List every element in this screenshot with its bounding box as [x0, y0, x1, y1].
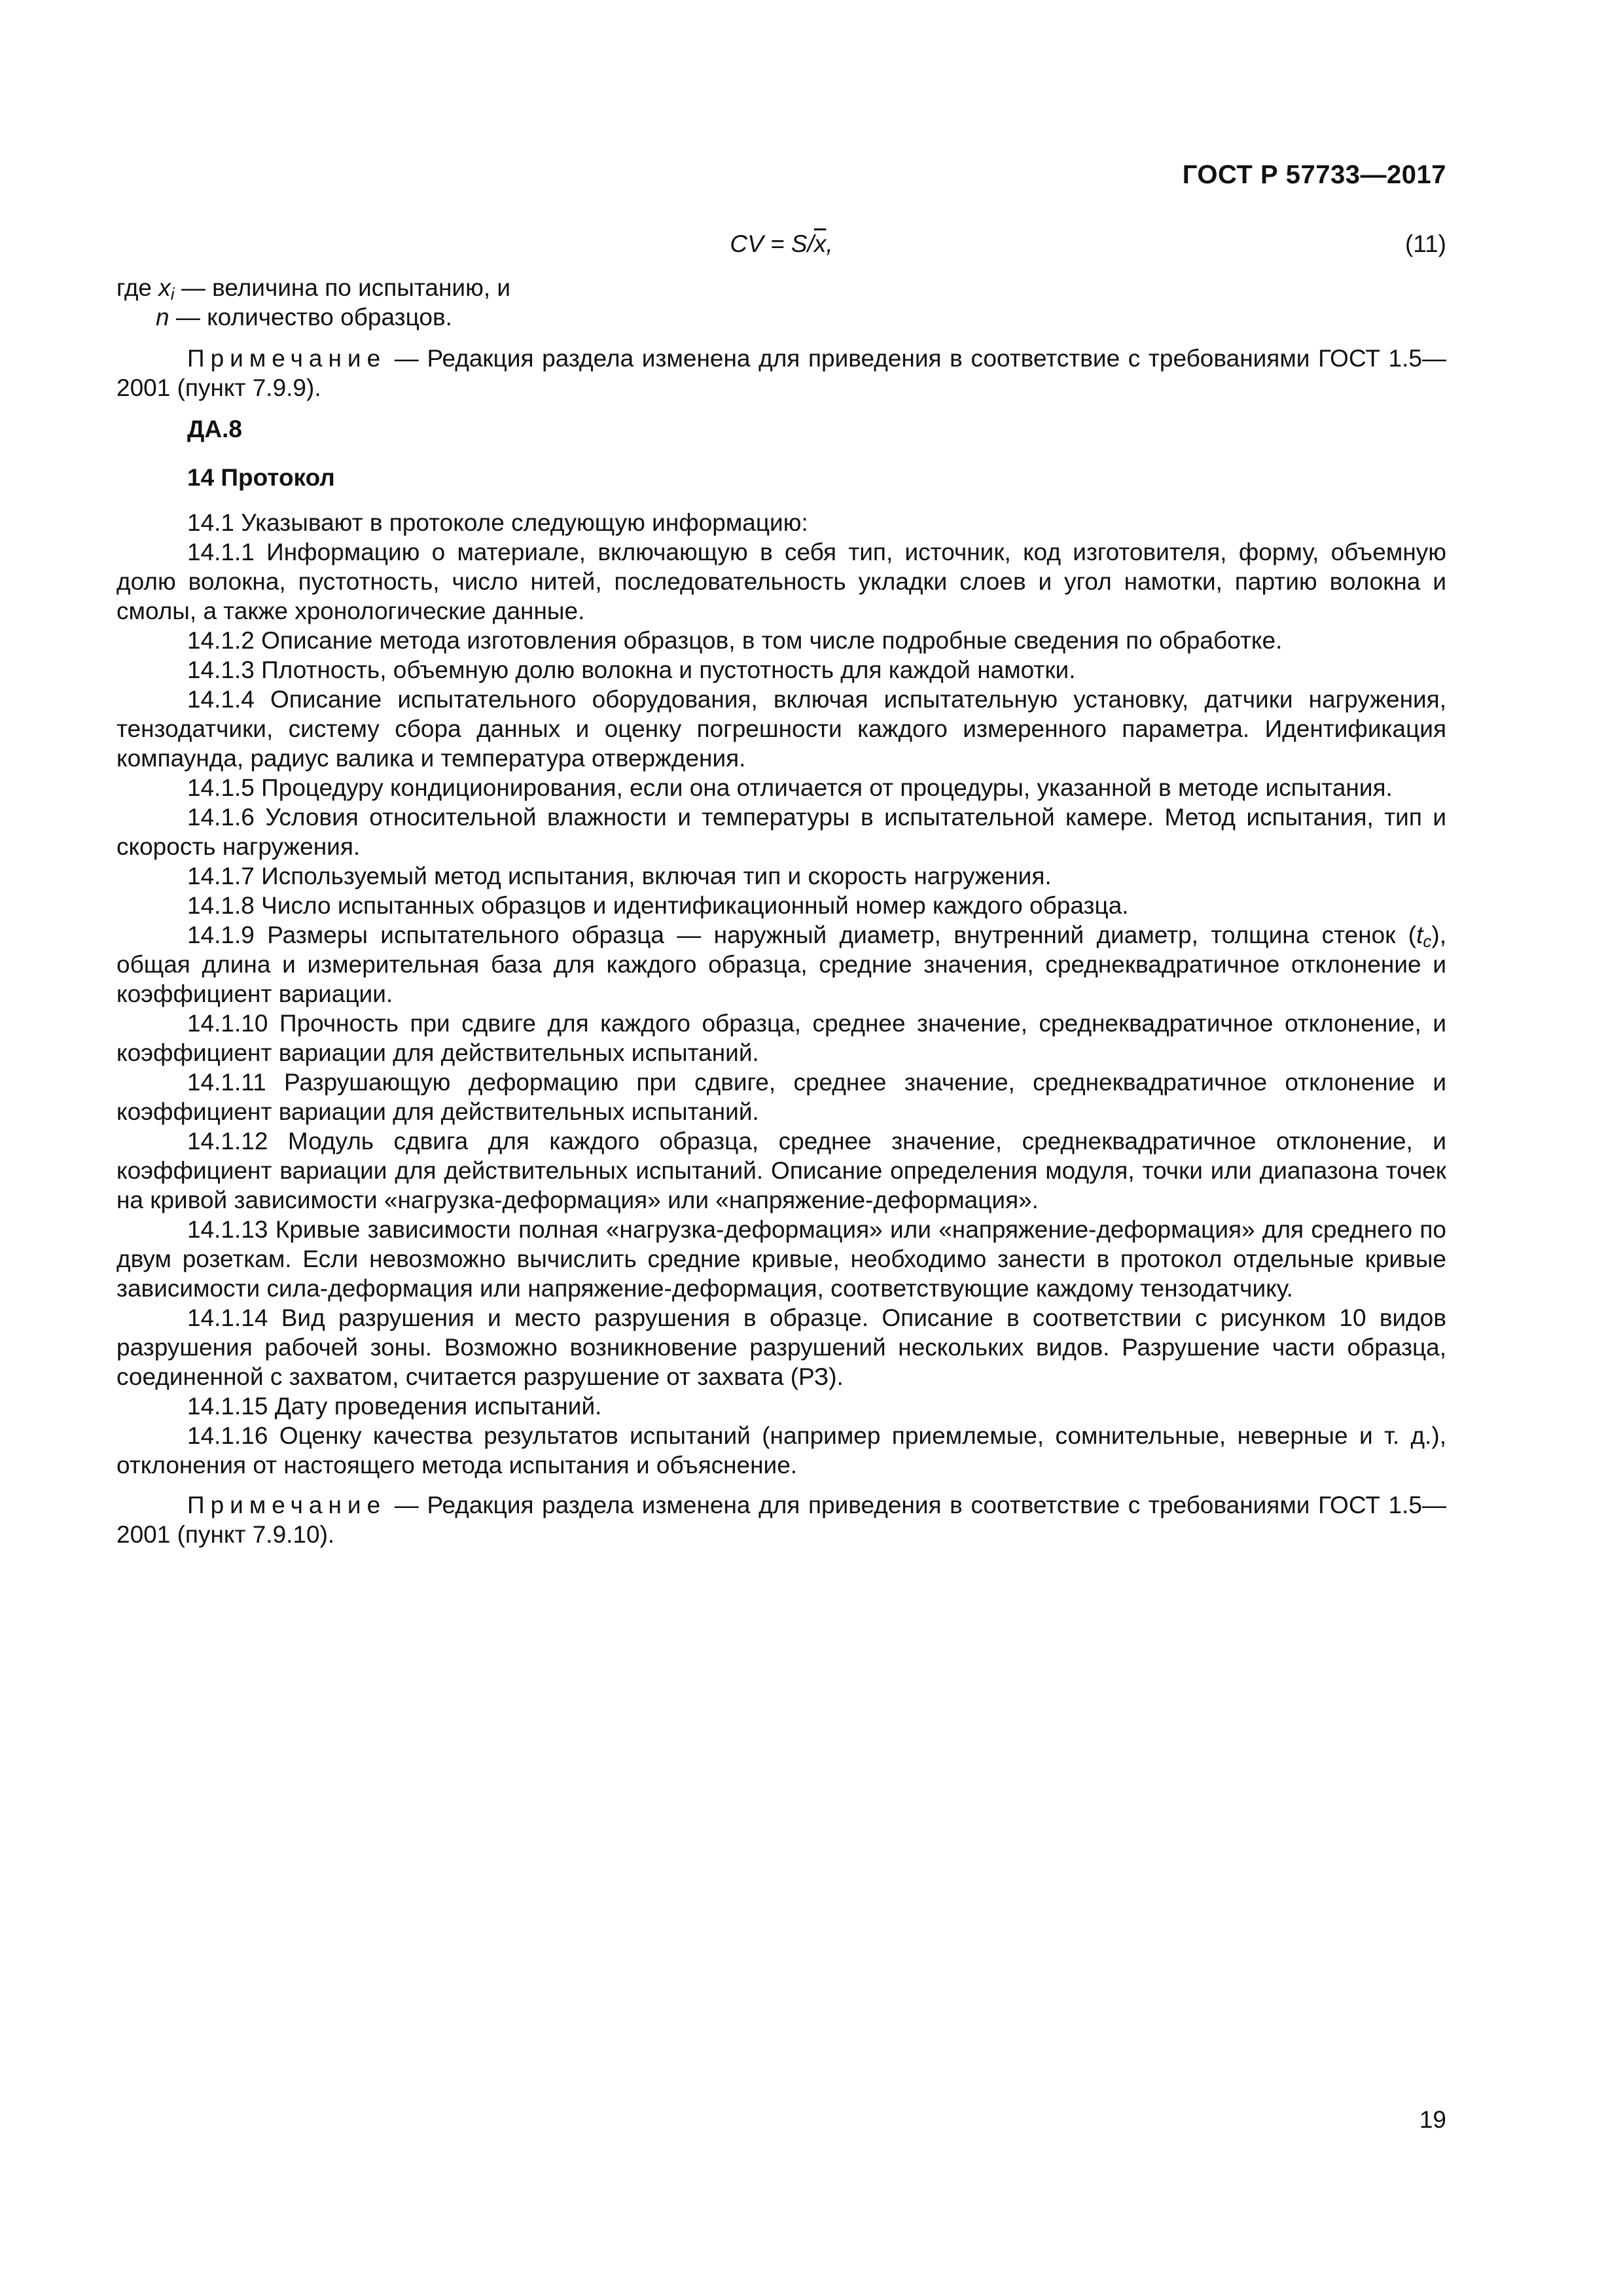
item-14-1-9-after: ), общая длина и измерительная база для каждого образца, средние значения, среднеквадратичное отклонение и коэффициент вариации.: [116, 922, 1446, 1007]
item-14-1-16: 14.1.16 Оценку качества результатов испытаний (например приемлемые, сомнительные, неверные и т. д.), отклонения от настоящего метода испытания и объяснение.: [116, 1422, 1446, 1479]
formula-mean-x: $\overline{x}$: [813, 230, 827, 257]
formula-lhs: CV = S/: [730, 230, 814, 257]
item-14-1-5: 14.1.5 Процедуру кондиционирования, если она отличается от процедуры, указанной в методе испытания.: [187, 774, 1393, 801]
var-x: x: [158, 274, 171, 301]
note-1-label: Примечание: [187, 345, 387, 372]
item-14-1-12: 14.1.12 Модуль сдвига для каждого образца, среднее значение, среднеквадратичное отклонение, и коэффициент вариации для действительных испытаний. Описание определения модуля, точки или диапазона точек на кривой зависимости «нагрузка-деформация» или «напряжение-деформация».: [116, 1128, 1446, 1213]
where-line-2: [116, 302, 1446, 332]
item-14-1-4: 14.1.4 Описание испытательного оборудования, включая испытательную установку, датчики нагружения, тензодатчики, систему сбора данных и оценку погрешности каждого измеренного параметра. Идентификация компаунда, радиус валика и температура отверждения.: [116, 686, 1446, 772]
sub-c: c: [1423, 931, 1432, 951]
note-2-text: — Редакция раздела изменена для приведения в соответствие с требованиями ГОСТ 1.5—2001 (пункт 7.9.10).: [116, 1492, 1446, 1548]
var-n: n: [156, 304, 169, 331]
where-block: [116, 273, 1446, 332]
formula-row: [116, 230, 1446, 263]
item-14-1-9: [116, 920, 1446, 1009]
where-text-1: — величина по испытанию, и: [174, 274, 511, 301]
item-14-1-15: 14.1.15 Дату проведения испытаний.: [187, 1393, 602, 1420]
item-14-1-2: 14.1.2 Описание метода изготовления образцов, в том числе подробные сведения по обработке.: [187, 627, 1283, 654]
items-block: [116, 508, 1446, 1480]
item-14-1-1: 14.1.1 Информацию о материале, включающую в себя тип, источник, код изготовителя, форму, объемную долю волокна, пустотность, число нитей, последовательность укладки слоев и угол намотки, партию волокна и смолы, а также хронологические данные.: [116, 539, 1446, 624]
page-number: 19: [1419, 2106, 1446, 2133]
appendix-section-heading: ДА.8: [187, 416, 242, 442]
item-14-1: 14.1 Указывают в протоколе следующую информацию:: [187, 509, 808, 536]
item-14-1-8: 14.1.8 Число испытанных образцов и идентификационный номер каждого образца.: [187, 892, 1129, 919]
formula-number: (11): [1404, 230, 1446, 257]
where-text-2: — количество образцов.: [169, 304, 452, 331]
item-14-1-11: 14.1.11 Разрушающую деформацию при сдвиге, среднее значение, среднеквадратичное отклонение и коэффициент вариации для действительных испытаний.: [116, 1069, 1446, 1125]
formula-tail: ,: [826, 230, 833, 257]
sub-i: i: [170, 284, 175, 304]
item-14-1-7: 14.1.7 Используемый метод испытания, включая тип и скорость нагружения.: [187, 863, 1052, 889]
item-14-1-9-before: 14.1.9 Размеры испытательного образца — наружный диаметр, внутренний диаметр, толщина стенок (: [187, 922, 1417, 948]
var-t: t: [1416, 922, 1423, 948]
item-14-1-14: 14.1.14 Вид разрушения и место разрушения в образце. Описание в соответствии с рисунком 10 видов разрушения рабочей зоны. Возможно возникновение разрушений нескольких видов. Разрушение части образца, соединенной с захватом, считается разрушение от захвата (РЗ).: [116, 1304, 1446, 1390]
item-14-1-10: 14.1.10 Прочность при сдвиге для каждого образца, среднее значение, среднеквадратичное отклонение, и коэффициент вариации для действительных испытаний.: [116, 1010, 1446, 1066]
note-2-label: Примечание: [187, 1492, 387, 1518]
note-2: [116, 1490, 1446, 1549]
document-code: ГОСТ Р 57733—2017: [1182, 160, 1446, 189]
item-14-1-3: 14.1.3 Плотность, объемную долю волокна и пустотность для каждой намотки.: [187, 656, 1076, 683]
note-1: [116, 344, 1446, 403]
item-14-1-13: 14.1.13 Кривые зависимости полная «нагрузка-деформация» или «напряжение-деформация» для среднего по двум розеткам. Если невозможно вычислить средние кривые, необходимо занести в протокол отдельные кривые зависимости сила-деформация или напряжение-деформация, соответствующие каждому тензодатчику.: [116, 1216, 1446, 1302]
where-line-1: [116, 273, 1446, 302]
note-1-text: — Редакция раздела изменена для приведения в соответствие с требованиями ГОСТ 1.5—2001 (пункт 7.9.9).: [116, 345, 1446, 401]
section-title: 14 Протокол: [187, 464, 335, 491]
formula: [116, 230, 1446, 258]
where-prefix: где: [116, 274, 159, 301]
item-14-1-6: 14.1.6 Условия относительной влажности и температуры в испытательной камере. Метод испытания, тип и скорость нагружения.: [116, 804, 1446, 860]
